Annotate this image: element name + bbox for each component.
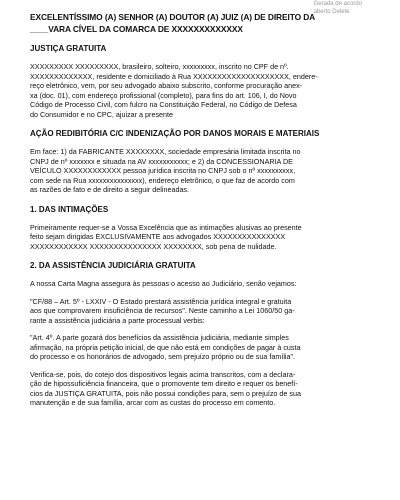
section-heading-acao-redibitoria: AÇÃO REDIBITÓRIA C/C INDENIZAÇÃO POR DANOS MORAIS E MATERIAIS xyxy=(30,129,320,138)
title-line-1: EXCELENTÍSSIMO (A) SENHOR (A) DOUTOR (A) JUIZ (A) DE DIREITO DA xyxy=(30,12,316,22)
paragraph-line: "Art. 4º. A parte gozará dos benefícios da assistência judiciária, mediante simples xyxy=(30,333,289,342)
paragraph-line: Em face: 1) da FABRICANTE XXXXXXXX, sociedade empresária limitada inscrita no xyxy=(30,147,301,156)
art4-quote-paragraph xyxy=(30,333,372,362)
paragraph-line: feito sejam dirigidas EXCLUSIVAMENTE aos advogados XXXXXXXXXXXXXXX xyxy=(30,232,286,241)
stamp-line-1: Gerada de acordo xyxy=(313,1,362,7)
paragraph-line: manutenção e de sua família, arcar com as custas do processo em comento. xyxy=(30,398,276,407)
paragraph-line: VEÍCULO XXXXXXXXXXXX pessoa jurídica inscrita no CNPJ sob o nº xxxxxxxxxx, xyxy=(30,166,296,175)
paragraph-line: A nossa Carta Magna assegura às pessoas o acesso ao Judiciário, senão vejamos: xyxy=(30,279,297,288)
section-heading-assistencia-judiciaria: 2. DA ASSISTÊNCIA JUDICIÁRIA GRATUITA xyxy=(30,261,196,270)
title-line-2: ____VARA CÍVEL DA COMARCA DE XXXXXXXXXXXXX xyxy=(30,23,243,34)
conclusion-paragraph xyxy=(30,370,372,408)
cf88-quote-paragraph xyxy=(30,297,372,326)
paragraph-line: Verifica-se, pois, do cotejo dos dispositivos legais acima transcritos, com a declara- xyxy=(30,369,296,379)
section-heading-justica-gratuita: JUSTIÇA GRATUITA xyxy=(30,44,107,53)
document-title xyxy=(30,12,372,34)
paragraph-line: ção de hipossuficiência financeira, que o promovente tem direito e requer os benefí- xyxy=(30,379,298,388)
paragraph-line: Primeiramente requer-se a Vossa Excelência que as intimações alusivas ao presente xyxy=(30,222,302,232)
paragraph-line: rante a assistência judiciária a parte processual verbis: xyxy=(30,315,205,325)
defendants-paragraph xyxy=(30,147,372,195)
section-heading-intimacoes: 1. DAS INTIMAÇÕES xyxy=(30,204,109,214)
intimacoes-paragraph xyxy=(30,223,372,252)
qualification-paragraph xyxy=(30,62,372,119)
paragraph-line: reço eletrônico, vem, por seu advogado abaixo subscrito, conforme procuração anex- xyxy=(30,81,303,90)
paragraph-line: as razões de fato e de direito a seguir delineadas. xyxy=(30,185,190,194)
paragraph-line: XXXXXXXXX XXXXXXXXX, brasileiro, solteiro, xxxxxxxxx, inscrito no CPF de nº. xyxy=(30,62,289,71)
paragraph-line: "CF/88 – Art. 5º - LXXIV - O Estado prestará assistência jurídica integral e gratuita xyxy=(30,296,292,306)
stamp-line-2: aberto Delete xyxy=(313,9,350,15)
carta-magna-paragraph xyxy=(30,279,372,289)
paragraph-line: do processo e os honorários de advogado, sem prejuízo próprio ou de sua família". xyxy=(30,352,296,361)
paragraph-line: Código de Processo Civil, com fulcro na Constituição Federal, no Código de Defesa xyxy=(30,100,297,109)
document-body xyxy=(30,12,372,408)
paragraph-line: do Consumidor e no CPC, ajuizar a presente xyxy=(30,109,174,119)
paragraph-line: cios da JUSTIÇA GRATUITA, pois não possui condições para, sem o prejuízo de sua xyxy=(30,388,301,398)
paragraph-line: XXXXXXXXXXXXX, residente e domiciliado à Rua XXXXXXXXXXXXXXXXXXXX, endere- xyxy=(30,71,318,81)
paragraph-line: com sede na Rua xxxxxxxxxxxxxxx), endereço eletrônico, o que faz de acordo com xyxy=(30,175,295,185)
paragraph-line: CNPJ de nº xxxxxxx e situada na AV xxxxxxxxxxx; e 2) da CONCESSIONARIA DE xyxy=(30,156,293,166)
paragraph-line: aos que comprovarem insuficiência de recursos". Neste caminho a Lei 1060/50 ga- xyxy=(30,306,295,315)
paragraph-line: afirmação, na própria petição inicial, de que não está em condições de pagar à custa xyxy=(30,342,301,352)
paragraph-line: XXXXXXXXXXXX XXXXXXXXXXXXXXX XXXXXXXX, sob pena de nulidade. xyxy=(30,241,277,251)
paragraph-line: xa (doc. 01), com endereço profissional (completo), para fins do art. 106, I, do Novo xyxy=(30,90,297,100)
